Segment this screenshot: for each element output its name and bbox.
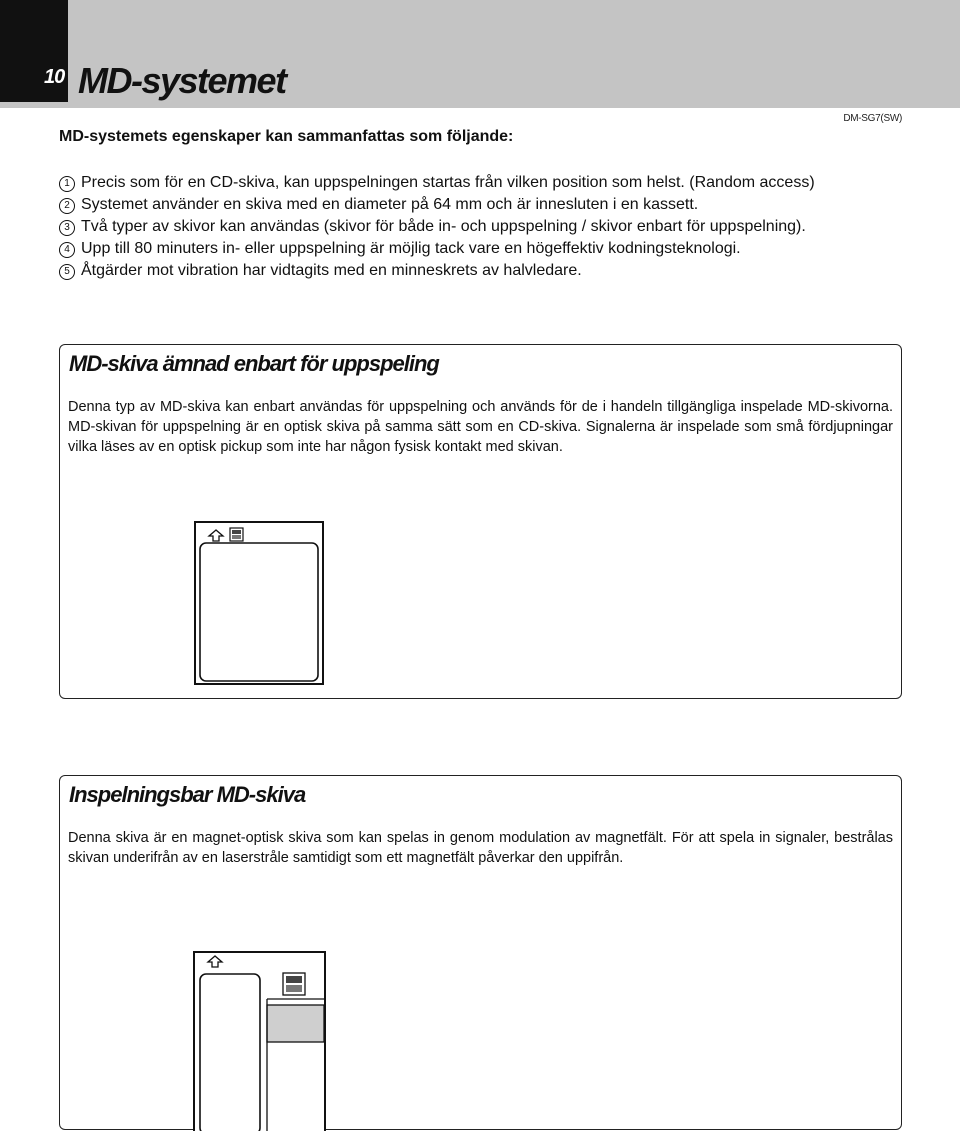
- minidisc-logo-icon: [283, 973, 305, 995]
- feature-text: Precis som för en CD-skiva, kan uppspelningen startas från vilken position som helst. (Random access): [81, 174, 815, 191]
- item-number: 2: [59, 198, 75, 214]
- feature-item: [59, 260, 815, 282]
- playback-md-illustration: [194, 521, 324, 685]
- recordable-md-illustration: [193, 951, 326, 1131]
- playback-only-md-box: [59, 344, 902, 699]
- item-number: 3: [59, 220, 75, 236]
- item-number: 4: [59, 242, 75, 258]
- recordable-box-title: Inspelningsbar MD-skiva: [69, 782, 306, 807]
- feature-item: [59, 172, 815, 194]
- page-title: MD-systemet: [78, 60, 286, 101]
- feature-item: [59, 194, 815, 216]
- feature-text: Systemet använder en skiva med en diameter på 64 mm och är innesluten i en kassett.: [81, 196, 699, 213]
- page-number: 10: [44, 66, 65, 88]
- model-number: DM-SG7(SW): [843, 113, 902, 124]
- intro-heading: MD-systemets egenskaper kan sammanfattas som följande:: [59, 128, 514, 145]
- feature-item: [59, 238, 815, 260]
- playback-box-text: Denna typ av MD-skiva kan enbart användas för uppspelning och används för de i handeln tillgängliga inspelade MD-skivorna. MD-skivan för uppspelning är en optisk skiva på samma sätt som en CD-skiva. Signalerna är inspelade som små fördjupningar vilka läses av en optisk pickup som inte har någon fysisk kontakt med skivan.: [68, 399, 893, 455]
- playback-box-title: MD-skiva ämnad enbart för uppspeling: [69, 351, 439, 376]
- shutter: [267, 1005, 324, 1042]
- item-number: 1: [59, 176, 75, 192]
- recordable-box-text: Denna skiva är en magnet-optisk skiva som kan spelas in genom modulation av magnetfält. För att spela in signaler, bestrålas skivan underifrån av en laserstråle samtidigt som ett magnetfält påverkar den uppifrån.: [68, 830, 893, 866]
- feature-text: Upp till 80 minuters in- eller uppspelning är möjlig tack vare en högeffektiv kodningsteknologi.: [81, 240, 741, 257]
- item-number: 5: [59, 264, 75, 280]
- recordable-md-box: [59, 775, 902, 1130]
- feature-item: [59, 216, 815, 238]
- feature-list: [59, 172, 815, 282]
- feature-text: Två typer av skivor kan användas (skivor för både in- och uppspelning / skivor enbart för uppspelning).: [81, 218, 806, 235]
- feature-text: Åtgärder mot vibration har vidtagits med en minneskrets av halvledare.: [81, 262, 582, 279]
- minidisc-logo-icon: [230, 528, 243, 541]
